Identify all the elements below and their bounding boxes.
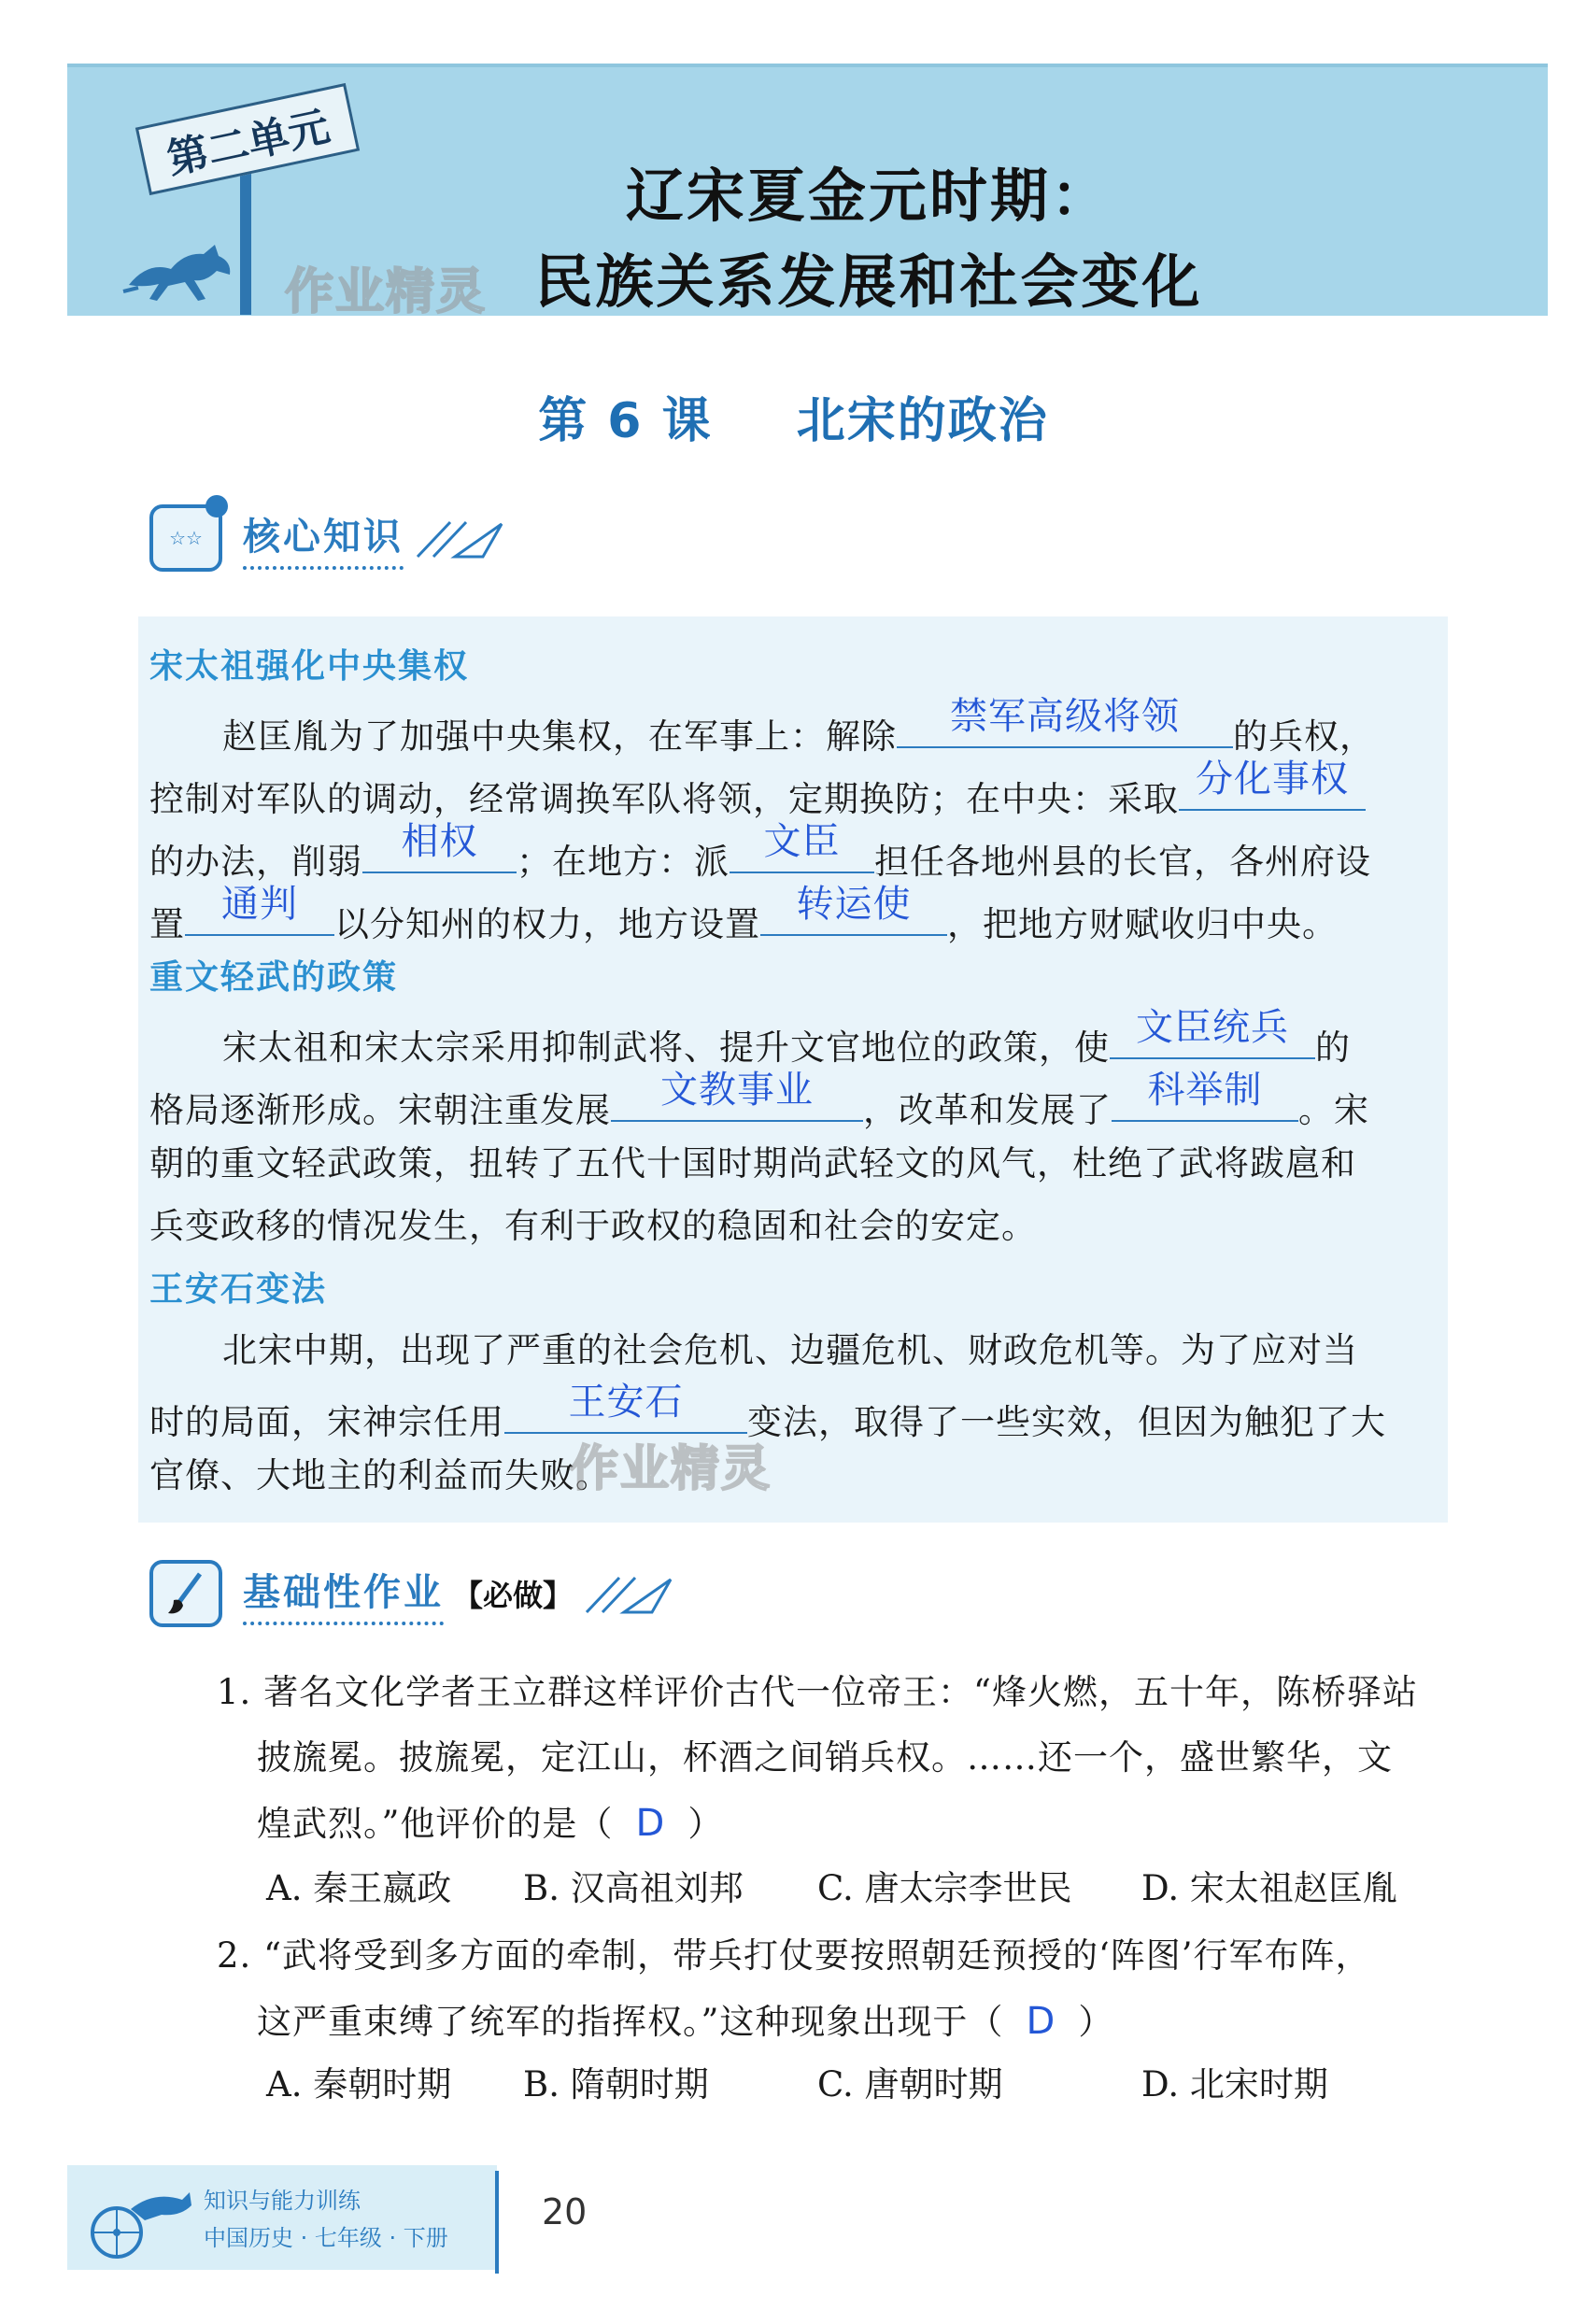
- page-number: 20: [542, 2191, 588, 2232]
- watermark-top: 作业精灵: [285, 264, 488, 320]
- dot-icon: [205, 495, 228, 517]
- question-2-line: 这严重束缚了统军的指挥权。”这种现象出现于（ D ）: [257, 2000, 1114, 2043]
- section-heading: 王安石变法: [149, 1270, 328, 1309]
- banner-top-line: [67, 64, 1548, 67]
- core-knowledge-header: [149, 504, 506, 572]
- question-1-line: 披旒冕。披旒冕，定江山，杯酒之间销兵权。……还一个，盛世繁华，文: [257, 1737, 1393, 1778]
- lesson-number: 第 6 课: [538, 393, 713, 449]
- lesson-title: [0, 381, 1587, 451]
- question-1-option-c: C. 唐太宗李世民: [817, 1868, 1072, 1908]
- text-line: 宋太祖和宋太宗采用抑制武将、提升文官地位的政策，使 文臣统兵 的: [222, 1006, 1351, 1068]
- footer-divider: [495, 2171, 499, 2274]
- question-1-line: 煌武烈。”他评价的是（ D ）: [257, 1802, 724, 1845]
- question-2-line: 2. “武将受到多方面的牵制，带兵打仗要按照朝廷预授的‘阵图’行军布阵，: [217, 1935, 1371, 1976]
- section-heading: 宋太祖强化中央集权: [149, 647, 470, 686]
- basic-homework-label: 基础性作业: [243, 1563, 444, 1625]
- text-line: 的办法，削弱 相权 ；在地方：派 文臣 担任各地州县的长官，各州府设: [149, 820, 1371, 882]
- text-line: 时的局面，宋神宗任用 王安石 变法，取得了一些实效，但因为触犯了大: [149, 1381, 1386, 1442]
- answer-blank: 转运使: [760, 895, 947, 936]
- text-line: 置 通判 以分知州的权力，地方设置 转运使 ，把地方财赋收归中央。: [149, 883, 1338, 944]
- text-line: 朝的重文轻武政策，扭转了五代十国时期尚武轻文的风气，杜绝了武将跋扈和: [149, 1143, 1356, 1183]
- footer-series: 知识与能力训练: [204, 2188, 361, 2214]
- answer-blank: 通判: [185, 895, 334, 936]
- text-line: 控制对军队的调动，经常调换军队将领，定期换防；在中央：采取 分化事权: [149, 770, 1448, 820]
- question-2-option-d: D. 北宋时期: [1141, 2064, 1328, 2104]
- answer-blank: 分化事权: [1179, 770, 1366, 811]
- core-knowledge-label: 核心知识: [243, 507, 404, 570]
- banner-title-line1: 辽宋夏金元时期：: [625, 162, 1112, 230]
- text-line: 兵变政移的情况发生，有利于政权的稳固和社会的安定。: [149, 1206, 1037, 1246]
- text-line: 赵匡胤为了加强中央集权，在军事上：解除 禁军高级将领 的兵权，: [222, 695, 1375, 757]
- question-2-answer: D: [1026, 2000, 1056, 2043]
- flying-horse-icon: [120, 234, 250, 308]
- footer-subject: 中国历史 · 七年级 · 下册: [204, 2225, 448, 2251]
- answer-blank: 王安石: [504, 1393, 747, 1434]
- basic-homework-tag: 【必做】: [453, 1578, 574, 1613]
- answer-blank: 科举制: [1112, 1081, 1298, 1122]
- question-1-answer: D: [635, 1802, 666, 1845]
- question-1-line: 1. 著名文化学者王立群这样评价古代一位帝王：“烽火燃，五十年，陈桥驿站: [217, 1672, 1418, 1712]
- section-heading: 重文轻武的政策: [149, 958, 399, 997]
- question-1-option-a: A. 秦王嬴政: [266, 1868, 452, 1908]
- lesson-name: 北宋的政治: [796, 393, 1049, 449]
- answer-blank: 文教事业: [611, 1081, 863, 1122]
- text-line: 格局逐渐形成。宋朝注重发展 文教事业 ，改革和发展了 科举制 。宋: [149, 1069, 1369, 1130]
- question-1-option-b: B. 汉高祖刘邦: [523, 1868, 744, 1908]
- banner-title-line2: 民族关系发展和社会变化: [534, 248, 1203, 316]
- answer-blank: 文臣: [730, 832, 874, 873]
- question-1-option-d: D. 宋太祖赵匡胤: [1141, 1868, 1397, 1908]
- question-2-option-c: C. 唐朝时期: [817, 2064, 1003, 2104]
- brush-icon: [149, 1560, 222, 1627]
- answer-blank: 禁军高级将领: [897, 707, 1233, 748]
- chariot-logo-icon: [79, 2172, 196, 2265]
- answer-blank: 文臣统兵: [1110, 1018, 1315, 1059]
- watermark-middle: 作业精灵: [570, 1441, 772, 1497]
- question-2-option-a: A. 秦朝时期: [266, 2064, 452, 2104]
- question-2-option-b: B. 隋朝时期: [523, 2064, 709, 2104]
- core-knowledge-icon: ☆☆: [149, 504, 222, 572]
- pencil-deco-icon: [582, 1570, 675, 1617]
- text-line: 北宋中期，出现了严重的社会危机、边疆危机、财政危机等。为了应对当: [222, 1330, 1358, 1370]
- unit-tag: 第二单元: [135, 83, 360, 195]
- answer-blank: 相权: [362, 832, 517, 873]
- pencil-deco-icon: [413, 515, 506, 561]
- basic-homework-header: [149, 1560, 675, 1627]
- brush-glyph-icon: [164, 1570, 207, 1617]
- text-line: 官僚、大地主的利益而失败。: [149, 1455, 611, 1495]
